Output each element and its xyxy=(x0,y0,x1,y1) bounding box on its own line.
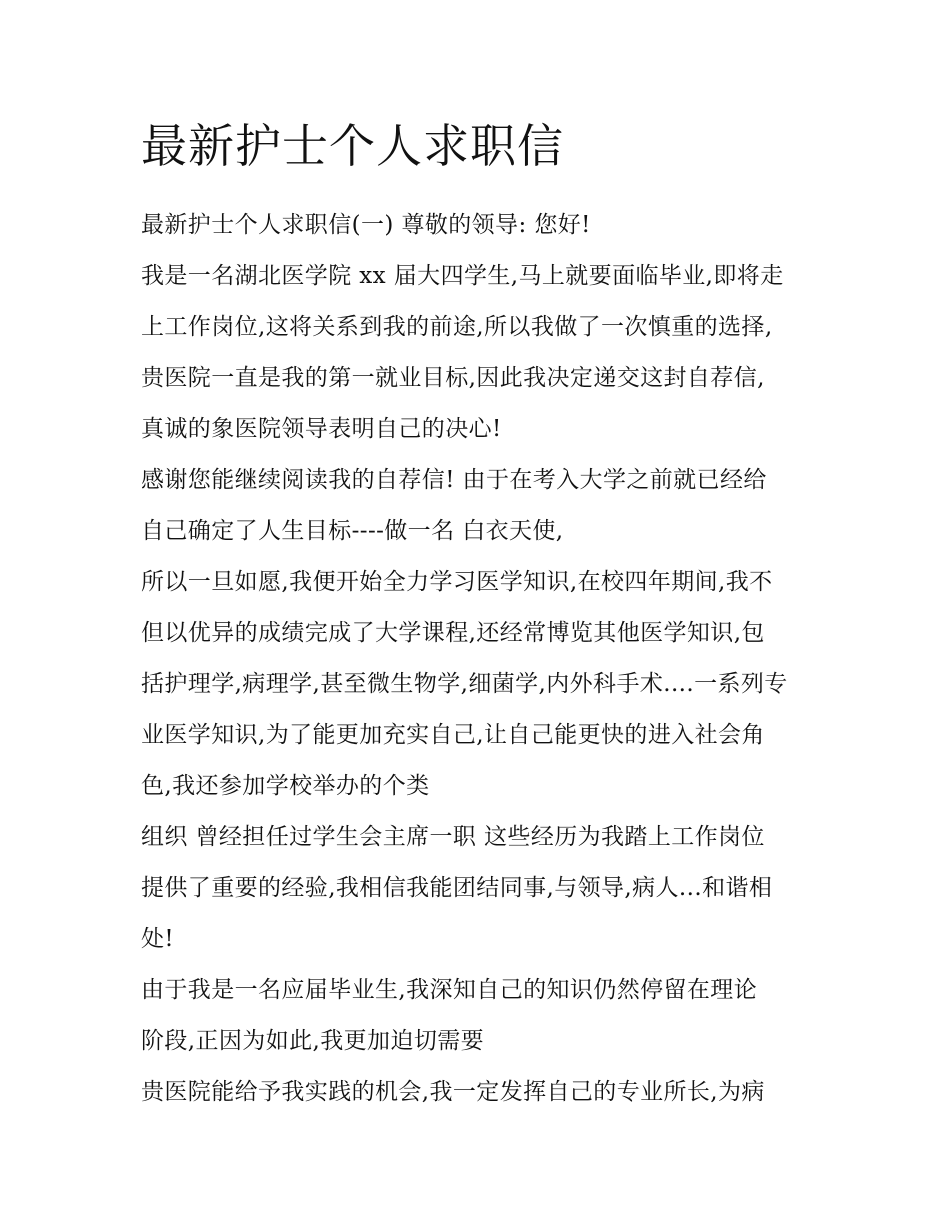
document-title: 最新护士个人求职信 xyxy=(141,119,564,173)
text-line: 自己确定了人生目标----做一名 白衣天使, xyxy=(141,518,564,544)
text-line: 色,我还参加学校举办的个类 xyxy=(141,773,430,799)
text-line: 处! xyxy=(141,926,175,952)
text-line: 我是一名湖北医学院 xx 届大四学生,马上就要面临毕业,即将走 xyxy=(141,263,784,289)
text-line: 提供了重要的经验,我相信我能团结同事,与领导,病人...和谐相 xyxy=(141,875,773,901)
document-page xyxy=(141,112,813,1118)
text-line: 贵医院一直是我的第一就业目标,因此我决定递交这封自荐信, xyxy=(141,365,765,391)
text-line: 由于我是一名应届毕业生,我深知自己的知识仍然停留在理论 xyxy=(141,977,758,1003)
text-line: 贵医院能给予我实践的机会,我一定发挥自己的专业所长,为病 xyxy=(141,1079,765,1105)
text-line: 最新护士个人求职信(一) 尊敬的领导: 您好! xyxy=(141,212,591,238)
text-line: 所以一旦如愿,我便开始全力学习医学知识,在校四年期间,我不 xyxy=(141,569,773,595)
document-body xyxy=(141,200,813,1118)
text-line: 括护理学,病理学,甚至微生物学,细菌学,内外科手术....一系列专 xyxy=(141,671,788,697)
text-line: 上工作岗位,这将关系到我的前途,所以我做了一次慎重的选择, xyxy=(141,314,773,340)
text-line: 真诚的象医院领导表明自己的决心! xyxy=(141,416,502,442)
text-line: 阶段,正因为如此,我更加迫切需要 xyxy=(141,1028,485,1054)
text-line: 但以优异的成绩完成了大学课程,还经常博览其他医学知识,包 xyxy=(141,620,765,646)
text-line: 业医学知识,为了能更加充实自己,让自己能更快的进入社会角 xyxy=(141,722,765,748)
text-line: 感谢您能继续阅读我的自荐信! 由于在考入大学之前就已经给 xyxy=(141,467,767,493)
text-line: 组织 曾经担任过学生会主席一职 这些经历为我踏上工作岗位 xyxy=(141,824,765,850)
